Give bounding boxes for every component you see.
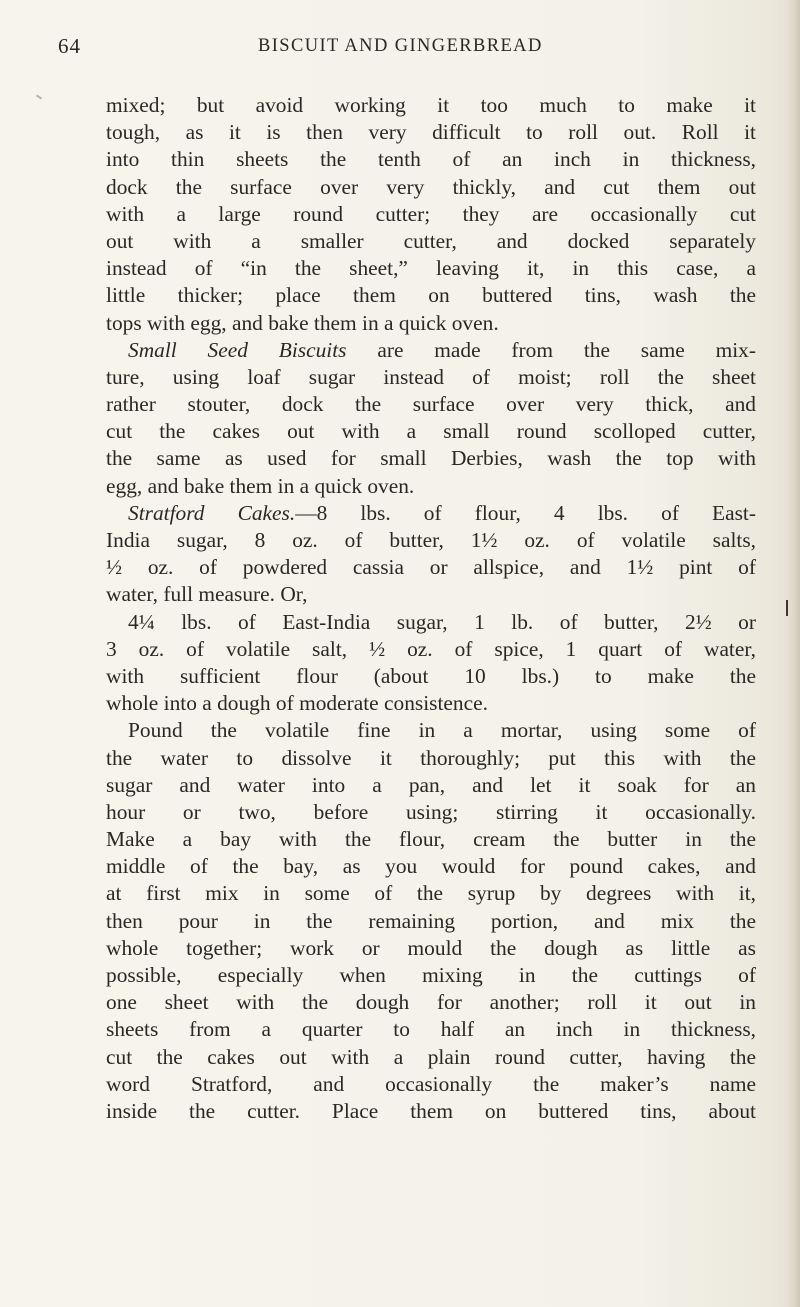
text-line: Make a bay with the flour, cream the butter in the — [106, 827, 756, 852]
text-line: with a large round cutter; they are occasionally cut — [106, 201, 756, 226]
text-line: dock the surface over very thickly, and cut them out — [106, 174, 756, 199]
text-line: sheets from a quarter to half an inch in thickness, — [106, 1017, 756, 1042]
text-line: instead of “in the sheet,” leaving it, in this case, a — [106, 256, 756, 281]
run-in-heading: Small Seed Biscuits — [128, 337, 347, 362]
line-text: are made from the same mix- — [346, 337, 756, 362]
text-line: with sufficient flour (about 10 lbs.) to make the — [106, 663, 756, 688]
text-line: tough, as it is then very difficult to roll out. Roll it — [106, 120, 756, 145]
text-line: water, full measure. Or, — [106, 582, 308, 607]
text-line: the water to dissolve it thoroughly; put this with the — [106, 745, 756, 770]
text-line: the same as used for small Derbies, wash the top with — [106, 446, 756, 471]
text-line: ½ oz. of powdered cassia or allspice, and 1½ pint of — [106, 555, 756, 580]
line-text: —8 lbs. of flour, 4 lbs. of East- — [295, 500, 757, 525]
page-edge-shadow — [786, 0, 800, 1307]
text-line — [106, 337, 756, 364]
text-line: cut the cakes out with a small round scolloped cutter, — [106, 419, 756, 444]
text-line: whole together; work or mould the dough as little as — [106, 935, 756, 960]
text-line: egg, and bake them in a quick oven. — [106, 473, 415, 498]
page-header — [58, 34, 748, 66]
text-line: mixed; but avoid working it too much to make it — [106, 93, 756, 117]
text-line: possible, especially when mixing in the cuttings of — [106, 963, 756, 987]
text-line — [106, 500, 756, 527]
text-line: cut the cakes out with a plain round cutter, having the — [106, 1044, 756, 1069]
text-line: 4¼ lbs. of East-India sugar, 1 lb. of butter, 2½ or — [128, 609, 756, 634]
text-line: India sugar, 8 oz. of butter, 1½ oz. of volatile salts, — [106, 528, 756, 552]
text-line: one sheet with the dough for another; roll it out in — [106, 990, 756, 1015]
margin-mark — [36, 94, 42, 99]
text-line: rather stouter, dock the surface over very thick, and — [106, 392, 756, 417]
text-line: sugar and water into a pan, and let it soak for an — [106, 772, 756, 797]
text-line: then pour in the remaining portion, and mix the — [106, 908, 756, 933]
text-line: word Stratford, and occasionally the maker’s name — [106, 1071, 756, 1096]
body-text — [106, 92, 756, 1125]
text-line: middle of the bay, as you would for pound cakes, and — [106, 854, 756, 879]
page-number: 64 — [58, 34, 81, 58]
text-line: little thicker; place them on buttered tins, wash the — [106, 283, 756, 308]
text-line: into thin sheets the tenth of an inch in thickness, — [106, 147, 756, 172]
run-in-heading: Stratford Cakes. — [128, 500, 296, 525]
text-line: whole into a dough of moderate consistence. — [106, 691, 488, 716]
text-line: 3 oz. of volatile salt, ½ oz. of spice, 1 quart of water, — [106, 636, 756, 661]
text-line: out with a smaller cutter, and docked separately — [106, 228, 756, 253]
text-line: Pound the volatile fine in a mortar, using some of — [128, 718, 756, 743]
running-head: BISCUIT AND GINGERBREAD — [258, 36, 543, 56]
text-line: inside the cutter. Place them on buttered tins, about — [106, 1098, 756, 1123]
text-line: tops with egg, and bake them in a quick oven. — [106, 310, 499, 335]
text-line: hour or two, before using; stirring it occasionally. — [106, 799, 756, 824]
text-line: ture, using loaf sugar instead of moist; roll the sheet — [106, 364, 756, 389]
margin-tick — [786, 600, 788, 616]
text-line: at first mix in some of the syrup by degrees with it, — [106, 881, 756, 906]
